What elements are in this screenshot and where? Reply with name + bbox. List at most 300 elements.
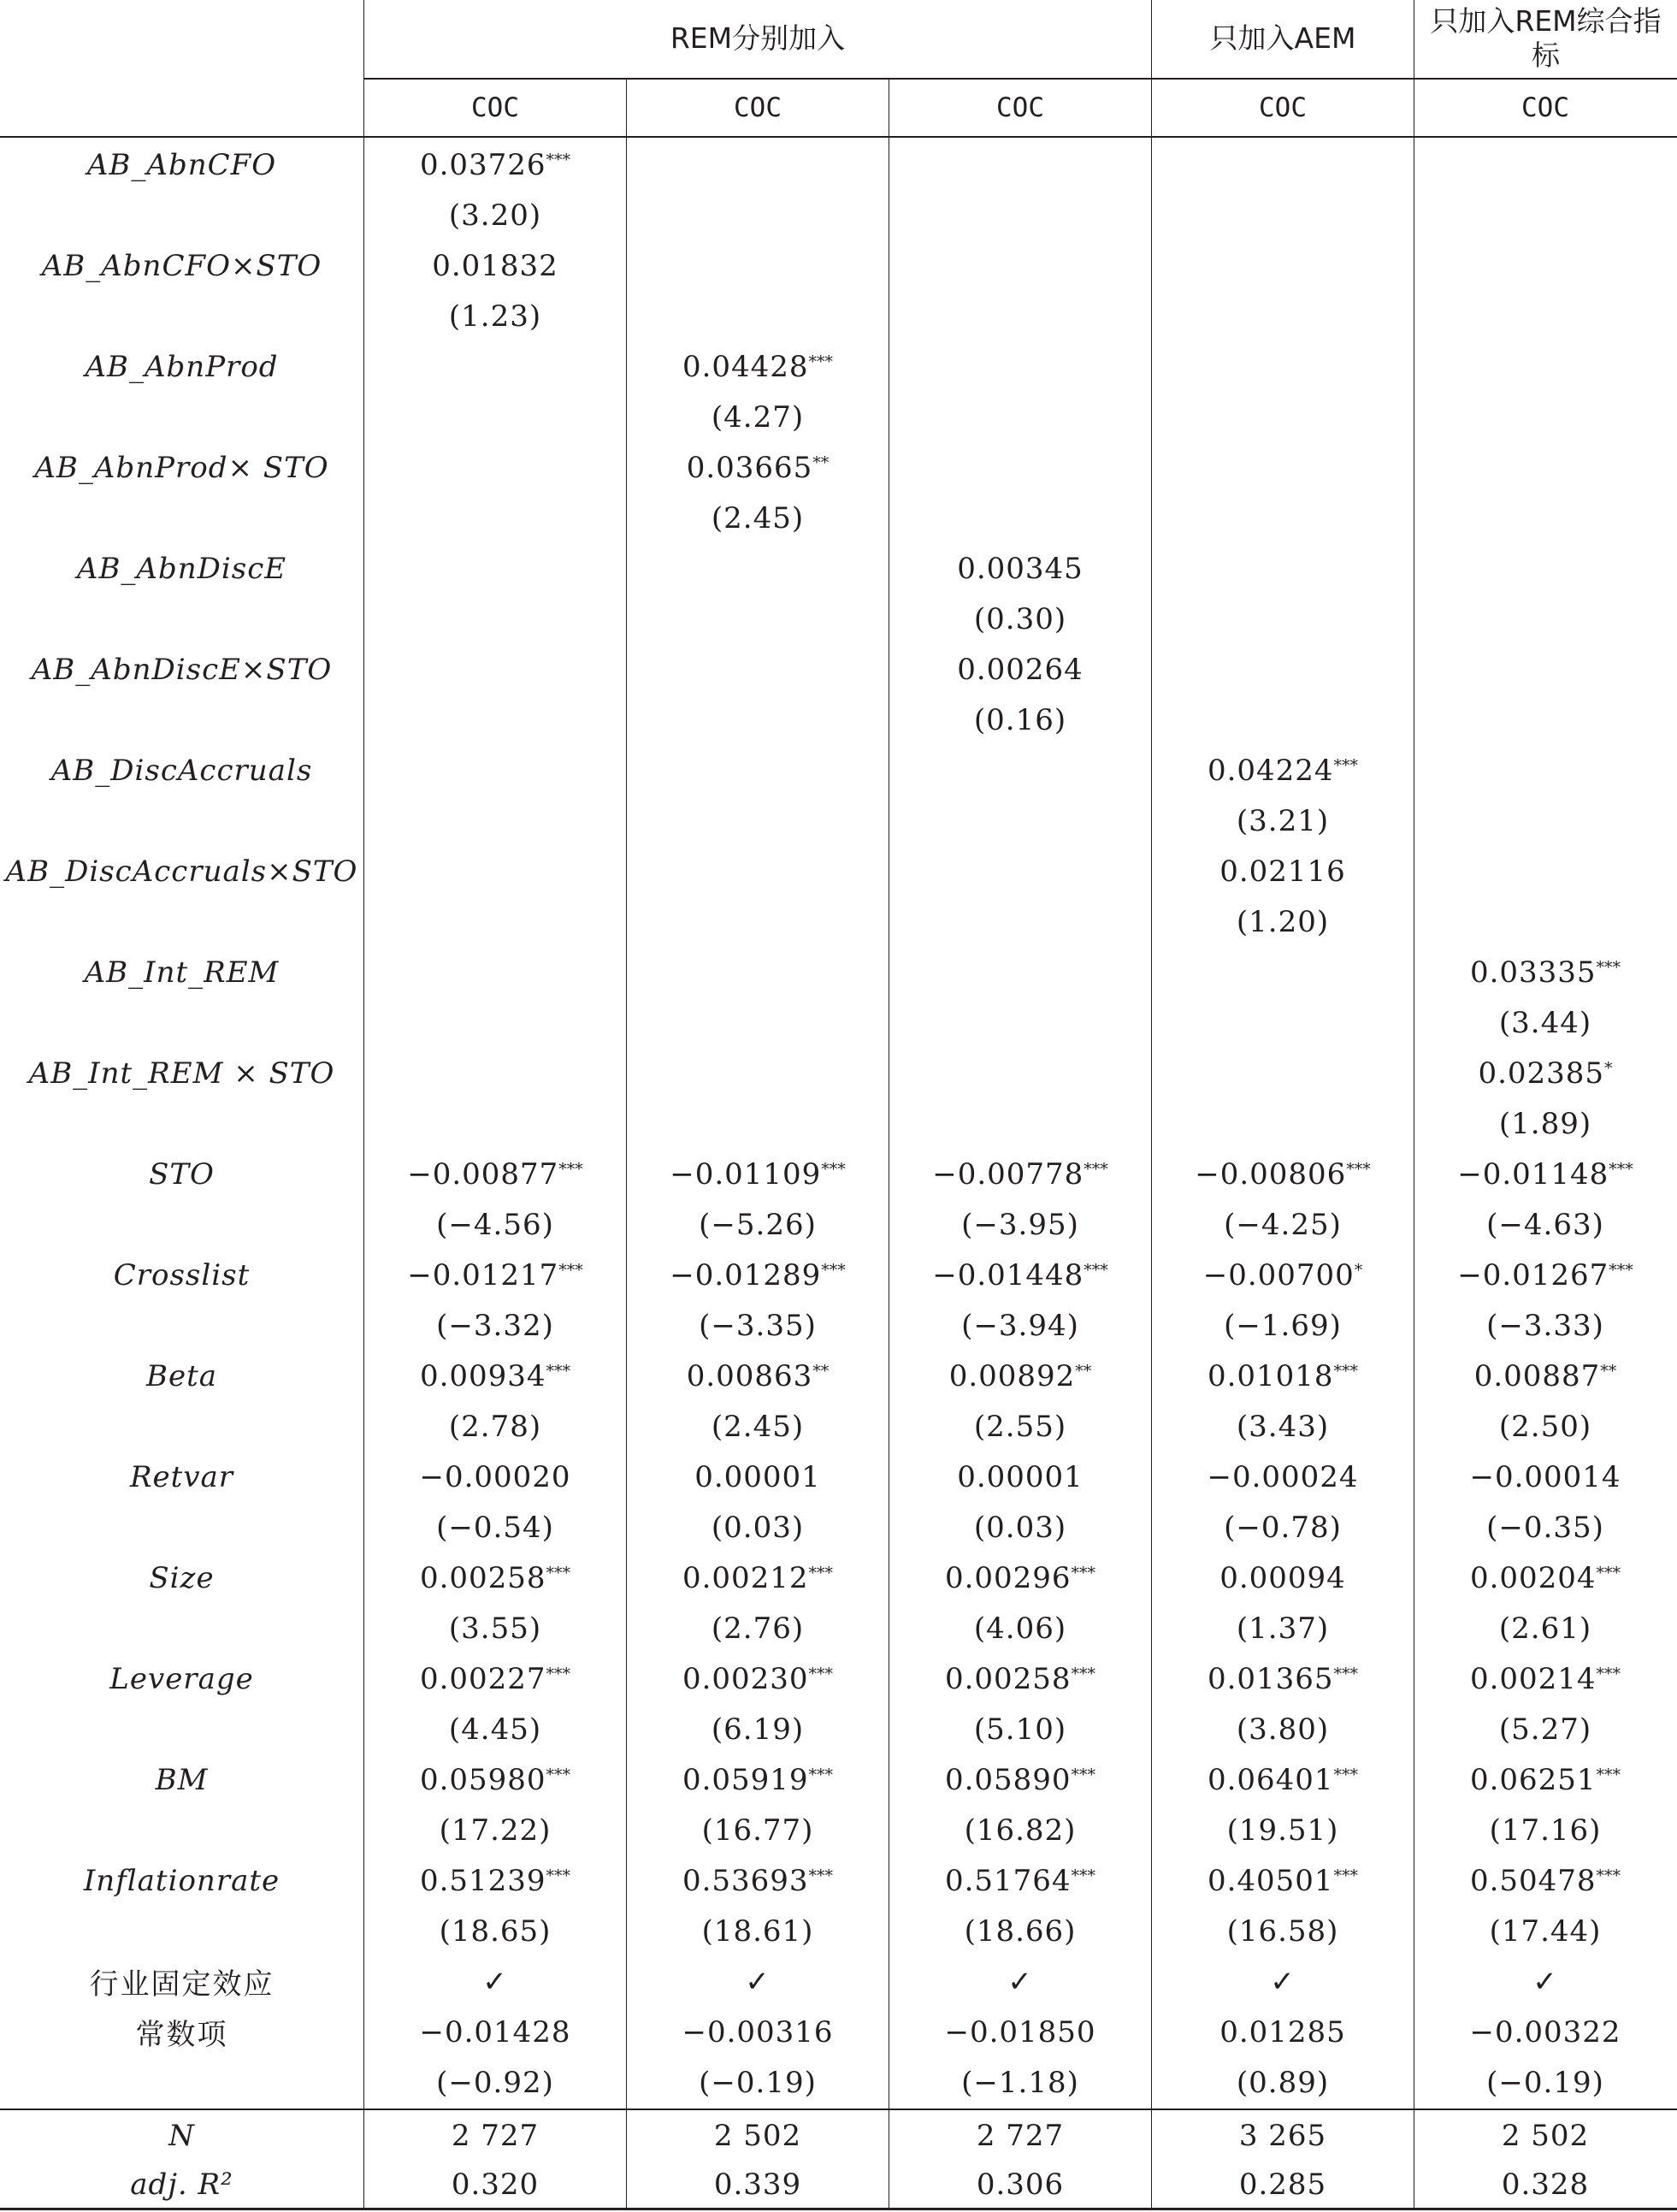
significance-stars: *** [546, 1866, 571, 1885]
significance-stars: *** [546, 1664, 571, 1683]
table-cell [1152, 190, 1414, 240]
cell-value: (1.89) [1498, 1106, 1592, 1141]
header-bottom-rule [0, 136, 1677, 138]
table-cell [1414, 997, 1676, 1048]
table-cell [364, 291, 626, 341]
table-cell [1414, 1553, 1676, 1603]
cell-value: 0.00258 [944, 1661, 1072, 1696]
significance-stars: *** [1609, 1260, 1633, 1280]
significance-stars: *** [808, 1664, 834, 1683]
cell-value: 0.01285 [1219, 2014, 1346, 2049]
table-row [0, 442, 1677, 493]
table-cell [889, 1250, 1151, 1300]
table-row [0, 1553, 1677, 1603]
table-cell [627, 442, 889, 493]
header-mid-rule [364, 78, 1677, 80]
row-label: AB_Int_REM × STO [28, 1056, 335, 1091]
table-cell [364, 1956, 626, 2007]
table-row [0, 1098, 1677, 1149]
cell-value: 0.00264 [957, 652, 1084, 687]
cell-value: (0.89) [1236, 2065, 1330, 2100]
cell-value: (−0.19) [699, 2065, 817, 2100]
cell-value: (18.65) [439, 1913, 552, 1949]
cell-value: ✓ [482, 1964, 508, 1999]
table-cell [1152, 2057, 1414, 2108]
cell-value: (2.76) [711, 1611, 805, 1646]
table-cell [364, 493, 626, 543]
row-label [0, 695, 363, 745]
table-cell [1414, 947, 1676, 997]
cell-value: (6.19) [711, 1712, 805, 1747]
table-cell [889, 1452, 1151, 1502]
table-cell [889, 1351, 1151, 1401]
table-row [0, 1250, 1677, 1300]
table-cell [1414, 442, 1676, 493]
table-cell [364, 1300, 626, 1351]
significance-stars: *** [1596, 1866, 1621, 1885]
cell-value: (2.45) [711, 500, 805, 535]
table-cell [889, 341, 1151, 392]
table-cell [627, 1754, 889, 1805]
table-cell [627, 1452, 889, 1502]
cell-value: (−0.54) [436, 1510, 554, 1545]
significance-stars: *** [1333, 1866, 1359, 1885]
table-cell [627, 139, 889, 190]
cell-value: 0.00934 [419, 1358, 546, 1393]
row-label: AB_AbnDiscE [76, 551, 287, 586]
table-cell [364, 1704, 626, 1754]
row-label: Inflationrate [83, 1863, 280, 1898]
table-cell [1414, 1956, 1676, 2007]
row-label: 行业固定效应 [89, 1967, 275, 2002]
significance-stars: *** [1071, 1664, 1096, 1683]
table-cell [1152, 1754, 1414, 1805]
table-row [0, 1149, 1677, 1199]
cell-value: (0.16) [973, 702, 1067, 737]
cell-value: −0.00877 [407, 1156, 559, 1192]
table-row [0, 139, 1677, 190]
table-cell [1414, 1351, 1676, 1401]
table-cell [1414, 1603, 1676, 1653]
significance-stars: *** [808, 1866, 834, 1885]
table-cell [1152, 795, 1414, 846]
row-label [0, 997, 363, 1048]
significance-stars: * [1604, 1058, 1613, 1078]
table-cell [889, 1502, 1151, 1553]
significance-stars: *** [558, 1260, 583, 1280]
cell-value: (16.77) [701, 1813, 814, 1848]
table-cell [627, 1401, 889, 1452]
cell-value: (−0.92) [436, 2065, 554, 2100]
significance-stars: *** [821, 1260, 846, 1280]
table-cell [364, 543, 626, 594]
table-cell [1414, 594, 1676, 644]
table-cell [364, 1653, 626, 1704]
table-cell [1414, 695, 1676, 745]
table-cell [364, 1351, 626, 1401]
cell-value: (−3.35) [699, 1308, 817, 1343]
cell-value: −0.01850 [944, 2014, 1096, 2049]
table-cell [364, 795, 626, 846]
row-label [0, 2057, 363, 2108]
table-row [0, 997, 1677, 1048]
table-row [0, 795, 1677, 846]
cell-value: 0.06251 [1469, 1762, 1597, 1797]
cell-value: (2.61) [1498, 1611, 1592, 1646]
table-cell [1414, 745, 1676, 795]
cell-value: (3.55) [448, 1611, 542, 1646]
cell-value: 0.00887 [1473, 1358, 1601, 1393]
significance-stars: *** [808, 1563, 834, 1582]
significance-stars: *** [546, 150, 571, 169]
table-cell [627, 291, 889, 341]
table-cell [889, 240, 1151, 291]
table-cell [1414, 1704, 1676, 1754]
table-cell [1152, 1906, 1414, 1956]
significance-stars: *** [1071, 1866, 1096, 1885]
row-label: Leverage [109, 1661, 254, 1696]
table-cell [1152, 2159, 1414, 2209]
cell-value: (−4.56) [436, 1207, 554, 1242]
table-row [0, 1906, 1677, 1956]
cell-value: (0.03) [973, 1510, 1067, 1545]
table-cell [1152, 543, 1414, 594]
table-cell [889, 896, 1151, 947]
table-row [0, 291, 1677, 341]
significance-stars: *** [1596, 1664, 1621, 1683]
cell-value: 0.06401 [1207, 1762, 1334, 1797]
table-cell [1414, 1906, 1676, 1956]
table-cell [1152, 997, 1414, 1048]
table-cell [364, 341, 626, 392]
table-cell [627, 1502, 889, 1553]
cell-value: −0.01289 [670, 1257, 822, 1292]
cell-value: (3.43) [1236, 1409, 1330, 1444]
cell-value: −0.00020 [419, 1459, 571, 1494]
row-label: Crosslist [113, 1257, 251, 1292]
table-cell [889, 442, 1151, 493]
table-cell [364, 896, 626, 947]
cell-value: (19.51) [1226, 1813, 1339, 1848]
table-cell [1152, 240, 1414, 291]
cell-value: −0.01109 [670, 1156, 822, 1192]
row-label [0, 795, 363, 846]
row-label: Retvar [129, 1459, 234, 1494]
table-cell [627, 2159, 889, 2209]
cell-value: 0.05919 [682, 1762, 809, 1797]
table-cell [627, 1149, 889, 1199]
row-label: Size [149, 1560, 215, 1595]
row-label [0, 1805, 363, 1855]
cell-value: (−3.33) [1486, 1308, 1604, 1343]
table-cell [364, 1502, 626, 1553]
table-cell [364, 2057, 626, 2108]
table-cell [889, 291, 1151, 341]
cell-value: 0.50478 [1469, 1863, 1597, 1898]
table-cell [627, 2110, 889, 2161]
cell-value: (5.10) [973, 1712, 1067, 1747]
table-cell [1414, 2159, 1676, 2209]
cell-value: −0.01428 [419, 2014, 571, 2049]
table-cell [1152, 1149, 1414, 1199]
table-cell [364, 392, 626, 442]
table-cell [364, 2007, 626, 2057]
table-cell [1414, 2007, 1676, 2057]
table-cell [364, 139, 626, 190]
column-header-5: COC [1521, 92, 1569, 123]
cell-value: 0.03726 [419, 147, 546, 182]
cell-value: −0.01148 [1457, 1156, 1609, 1192]
table-cell [1414, 1855, 1676, 1906]
cell-value: (1.37) [1236, 1611, 1330, 1646]
cell-value: (−3.94) [961, 1308, 1079, 1343]
row-label: AB_AbnProd [85, 349, 279, 384]
column-header-3: COC [996, 92, 1044, 123]
table-cell [889, 1098, 1151, 1149]
cell-value: ✓ [745, 1964, 771, 1999]
table-cell [627, 1855, 889, 1906]
table-row [0, 1805, 1677, 1855]
table-row [0, 1351, 1677, 1401]
cell-value: (3.21) [1236, 803, 1330, 838]
cell-value: 2 727 [976, 2118, 1065, 2153]
table-cell [1152, 1956, 1414, 2007]
table-cell [627, 493, 889, 543]
significance-stars: ** [1600, 1361, 1617, 1381]
cell-value: (−0.35) [1486, 1510, 1604, 1545]
table-row [0, 1401, 1677, 1452]
table-cell [627, 1805, 889, 1855]
significance-stars: * [1354, 1260, 1363, 1280]
cell-value: 0.00296 [944, 1560, 1072, 1595]
row-label [0, 896, 363, 947]
table-cell [364, 1906, 626, 1956]
table-cell [1414, 846, 1676, 896]
table-cell [889, 493, 1151, 543]
cell-value: 2 727 [451, 2118, 540, 2153]
table-cell [1152, 392, 1414, 442]
table-cell [1414, 190, 1676, 240]
row-label [0, 392, 363, 442]
significance-stars: *** [546, 1563, 571, 1582]
table-cell [1414, 1401, 1676, 1452]
table-cell [1152, 2110, 1414, 2161]
table-cell [1414, 644, 1676, 695]
table-cell [627, 1603, 889, 1653]
cell-value: 0.53693 [682, 1863, 809, 1898]
table-cell [1414, 1048, 1676, 1098]
cell-value: (−0.78) [1224, 1510, 1342, 1545]
group-header-rem-composite: 只加入REM综合指标 [1430, 4, 1662, 72]
table-cell [1152, 947, 1414, 997]
table-cell [364, 442, 626, 493]
cell-value: 0.51764 [944, 1863, 1072, 1898]
cell-value: (1.23) [448, 299, 542, 334]
table-cell [1414, 139, 1676, 190]
table-cell [1152, 1603, 1414, 1653]
table-cell [1414, 1300, 1676, 1351]
row-label [0, 1401, 363, 1452]
cell-value: (17.16) [1489, 1813, 1602, 1848]
cell-value: 0.03665 [686, 450, 813, 485]
table-cell [889, 1956, 1151, 2007]
table-header [0, 0, 1677, 135]
cell-value: 3 265 [1238, 2118, 1327, 2153]
row-label: adj. R² [130, 2167, 233, 2202]
table-cell [1414, 2057, 1676, 2108]
table-cell [364, 1149, 626, 1199]
significance-stars: *** [1596, 1563, 1621, 1582]
table-cell [889, 1401, 1151, 1452]
row-label: BM [155, 1762, 209, 1797]
table-cell [364, 1401, 626, 1452]
significance-stars: *** [1333, 755, 1359, 775]
table-cell [889, 1199, 1151, 1250]
cell-value: −0.00778 [932, 1156, 1084, 1192]
cell-value: (3.80) [1236, 1712, 1330, 1747]
table-cell [627, 1250, 889, 1300]
table-cell [889, 2057, 1151, 2108]
cell-value: (2.45) [711, 1409, 805, 1444]
cell-value: 0.328 [1501, 2167, 1590, 2202]
table-cell [364, 594, 626, 644]
row-label: AB_AbnCFO [86, 147, 277, 182]
table-cell [364, 1855, 626, 1906]
cell-value: 0.00227 [419, 1661, 546, 1696]
table-cell [627, 341, 889, 392]
significance-stars: *** [1071, 1563, 1096, 1582]
table-cell [1152, 1351, 1414, 1401]
table-row [0, 1855, 1677, 1906]
table-cell [1152, 745, 1414, 795]
table-cell [627, 1553, 889, 1603]
cell-value: (4.45) [448, 1712, 542, 1747]
table-cell [627, 896, 889, 947]
cell-value: 0.03335 [1469, 955, 1597, 990]
table-row [0, 896, 1677, 947]
cell-value: 0.05980 [419, 1762, 546, 1797]
table-cell [1152, 1553, 1414, 1603]
table-cell [364, 190, 626, 240]
cell-value: (17.22) [439, 1813, 552, 1848]
cell-value: −0.00322 [1469, 2014, 1621, 2049]
cell-value: (18.61) [701, 1913, 814, 1949]
table-cell [1152, 442, 1414, 493]
table-cell [364, 1199, 626, 1250]
table-row [0, 1502, 1677, 1553]
table-row [0, 1754, 1677, 1805]
table-row [0, 543, 1677, 594]
table-cell [1414, 2110, 1676, 2161]
table-cell [627, 240, 889, 291]
cell-value: 0.00345 [957, 551, 1084, 586]
table-cell [364, 1250, 626, 1300]
table-cell [364, 644, 626, 695]
table-cell [1414, 1754, 1676, 1805]
cell-value: −0.00316 [682, 2014, 834, 2049]
row-label [0, 1704, 363, 1754]
significance-stars: ** [812, 1361, 830, 1381]
column-header-1: COC [471, 92, 519, 123]
cell-value: −0.00024 [1207, 1459, 1359, 1494]
table-cell [627, 1704, 889, 1754]
cell-value: (4.06) [973, 1611, 1067, 1646]
table-cell [627, 190, 889, 240]
cell-value: (17.44) [1489, 1913, 1602, 1949]
table-cell [627, 997, 889, 1048]
table-cell [889, 1149, 1151, 1199]
cell-value: (3.20) [448, 198, 542, 233]
table-row [0, 695, 1677, 745]
table-cell [1414, 240, 1676, 291]
cell-value: (−3.95) [961, 1207, 1079, 1242]
table-cell [889, 543, 1151, 594]
cell-value: (16.58) [1226, 1913, 1339, 1949]
table-row [0, 2110, 1677, 2161]
significance-stars: *** [1333, 1765, 1359, 1784]
table-cell [364, 2110, 626, 2161]
table-cell [1152, 644, 1414, 695]
row-label [0, 291, 363, 341]
table-row [0, 1653, 1677, 1704]
table-cell [889, 594, 1151, 644]
row-label: AB_AbnProd× STO [34, 450, 329, 485]
significance-stars: *** [546, 1361, 571, 1381]
table-cell [889, 139, 1151, 190]
table-row [0, 745, 1677, 795]
table-cell [1152, 1805, 1414, 1855]
cell-value: 0.00204 [1469, 1560, 1597, 1595]
table-row [0, 493, 1677, 543]
row-label: AB_DiscAccruals [50, 753, 313, 788]
cell-value: 0.00892 [948, 1358, 1076, 1393]
cell-value: −0.00700 [1202, 1257, 1355, 1292]
cell-value: 0.04428 [682, 349, 809, 384]
row-label: AB_AbnCFO×STO [41, 248, 322, 283]
table-cell [1152, 896, 1414, 947]
cell-value: (1.20) [1236, 904, 1330, 939]
table-cell [1414, 1805, 1676, 1855]
cell-value: −0.00014 [1469, 1459, 1621, 1494]
table-cell [1152, 1300, 1414, 1351]
table-cell [889, 2110, 1151, 2161]
cell-value: 0.00863 [686, 1358, 813, 1393]
table-cell [627, 594, 889, 644]
cell-value: (4.27) [711, 399, 805, 435]
cell-value: 0.00230 [682, 1661, 809, 1696]
table-cell [889, 1704, 1151, 1754]
significance-stars: *** [808, 352, 834, 371]
row-label [0, 1199, 363, 1250]
cell-value: (2.55) [973, 1409, 1067, 1444]
table-cell [1414, 1653, 1676, 1704]
significance-stars: *** [1609, 1159, 1633, 1179]
table-cell [1414, 1452, 1676, 1502]
table-cell [889, 1906, 1151, 1956]
significance-stars: *** [1084, 1260, 1108, 1280]
cell-value: (5.27) [1498, 1712, 1592, 1747]
table-cell [627, 1351, 889, 1401]
table-cell [364, 695, 626, 745]
table-cell [889, 1300, 1151, 1351]
table-cell [1152, 493, 1414, 543]
cell-value: (3.44) [1498, 1005, 1592, 1040]
table-cell [1152, 341, 1414, 392]
table-cell [627, 2007, 889, 2057]
significance-stars: ** [1075, 1361, 1092, 1381]
table-cell [889, 1653, 1151, 1704]
table-cell [1152, 1704, 1414, 1754]
